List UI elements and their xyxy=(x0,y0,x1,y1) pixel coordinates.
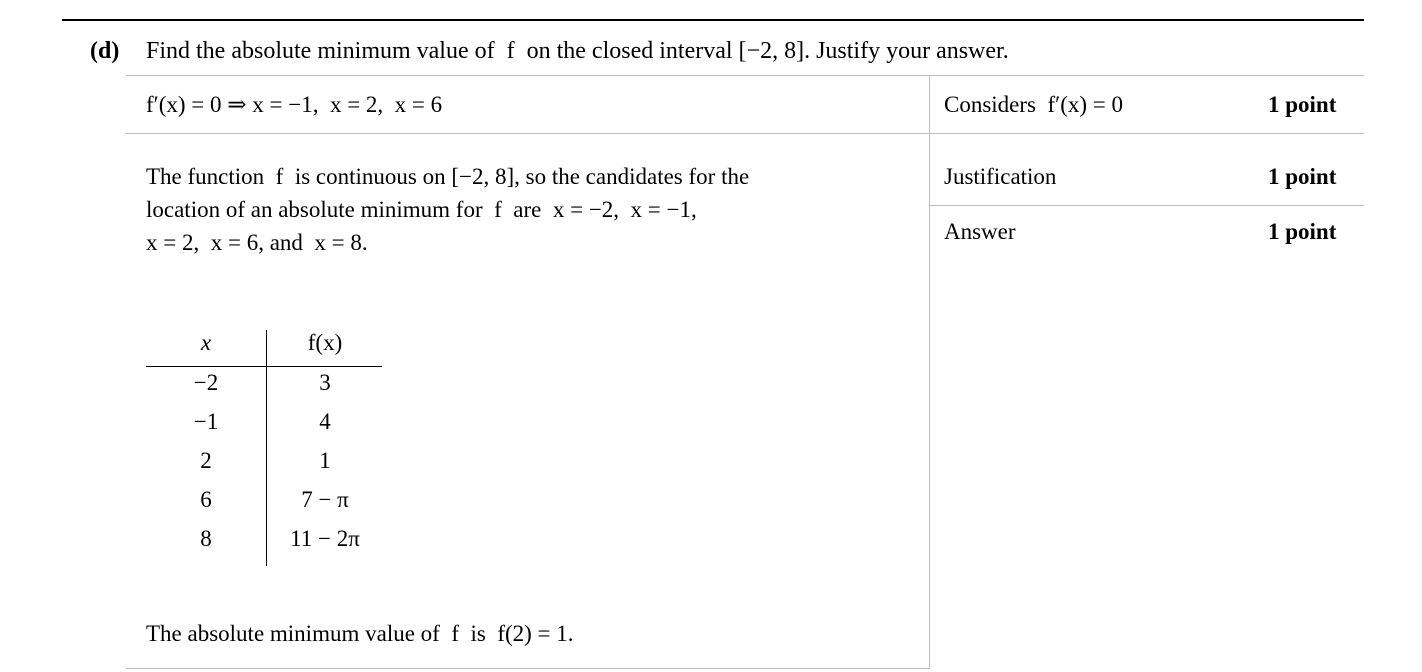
question-prompt: Find the absolute minimum value of f on the closed interval [−2, 8]. Justify your answer. xyxy=(146,38,1009,64)
rubric-criterion: Considers f′(x) = 0 xyxy=(944,92,1123,117)
grid-line xyxy=(929,75,930,669)
rubric-criterion: Justification xyxy=(944,164,1057,189)
grid-line xyxy=(126,668,929,669)
continuity-statement-line-3: x = 2, x = 6, and x = 8. xyxy=(146,230,368,255)
grid-line xyxy=(929,205,1364,206)
table-cell-x: −2 xyxy=(193,370,219,395)
table-cell-x: −1 xyxy=(193,409,219,434)
table-cell-x: 2 xyxy=(200,448,212,473)
table-cell-fx: 4 xyxy=(319,409,331,434)
table-cell-x: 6 xyxy=(200,487,212,512)
rubric-criterion: Answer xyxy=(944,219,1016,244)
table-cell-fx: 7 − π xyxy=(301,487,349,512)
top-rule xyxy=(62,19,1364,21)
table-header-rule xyxy=(146,366,382,367)
part-label: (d) xyxy=(90,38,120,64)
table-cell-x: 8 xyxy=(200,526,212,551)
derivative-zero-statement: f′(x) = 0 ⇒ x = −1, x = 2, x = 6 xyxy=(146,92,443,117)
conclusion-statement: The absolute minimum value of f is f(2) = 1. xyxy=(146,621,574,646)
table-cell-fx: 1 xyxy=(319,448,331,473)
rubric-points: 1 point xyxy=(1268,92,1337,117)
grid-line xyxy=(126,75,1364,76)
continuity-statement-line-2: location of an absolute minimum for f are x = −2, x = −1, xyxy=(146,197,697,222)
table-cell-fx: 3 xyxy=(319,370,331,395)
table-header-x: x xyxy=(200,330,212,355)
rubric-points: 1 point xyxy=(1268,219,1337,244)
table-cell-fx: 11 − 2π xyxy=(290,526,360,551)
rubric-points: 1 point xyxy=(1268,164,1337,189)
continuity-statement-line-1: The function f is continuous on [−2, 8], so the candidates for the xyxy=(146,164,750,189)
grid-line xyxy=(126,133,1364,134)
table-header-fx: f(x) xyxy=(307,330,343,355)
